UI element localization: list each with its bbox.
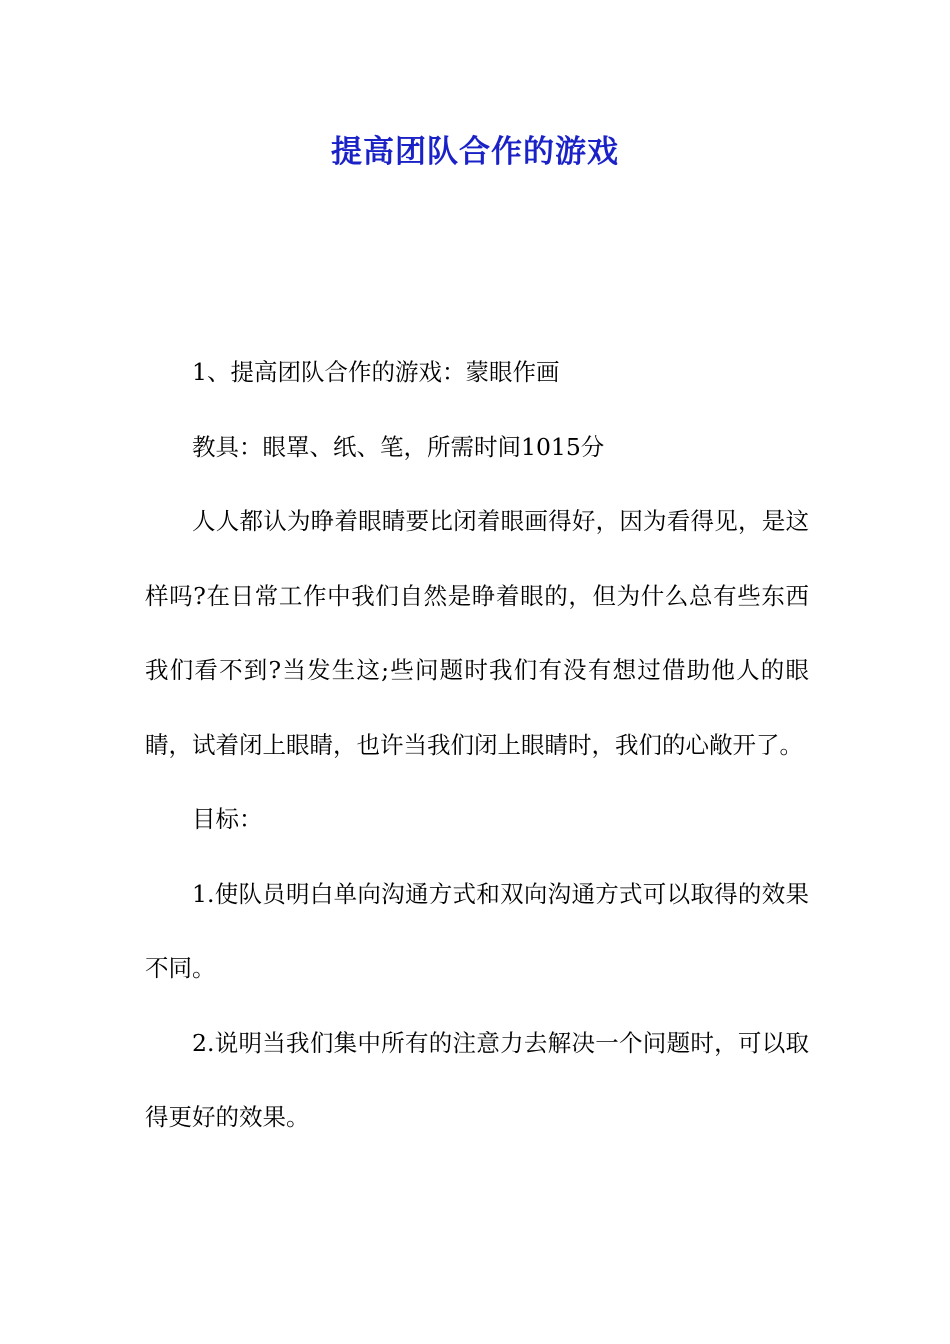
paragraph-goals-label: 目标： <box>192 805 263 833</box>
document-title: 提高团队合作的游戏 <box>331 134 619 170</box>
document-body <box>145 335 809 1155</box>
paragraph-materials: 教具：眼罩、纸、笔，所需时间1015分 <box>192 432 605 461</box>
paragraph-goal-2: 2.说明当我们集中所有的注意力去解决一个问题时，可以取得更好的效果。 <box>145 1028 809 1131</box>
paragraph-intro: 人人都认为睁着眼睛要比闭着眼画得好，因为看得见，是这样吗?在日常工作中我们自然是睁着眼的，但为什么总有些东西我们看不到?当发生这;些问题时我们有没有想过借助他人的眼睛，试着闭上眼睛，也许当我们闭上眼睛时，我们的心敞开了。 <box>145 507 809 759</box>
paragraph-goal-1: 1.使队员明白单向沟通方式和双向沟通方式可以取得的效果不同。 <box>145 879 809 982</box>
paragraph-game-heading: 1、提高团队合作的游戏：蒙眼作画 <box>192 358 560 386</box>
